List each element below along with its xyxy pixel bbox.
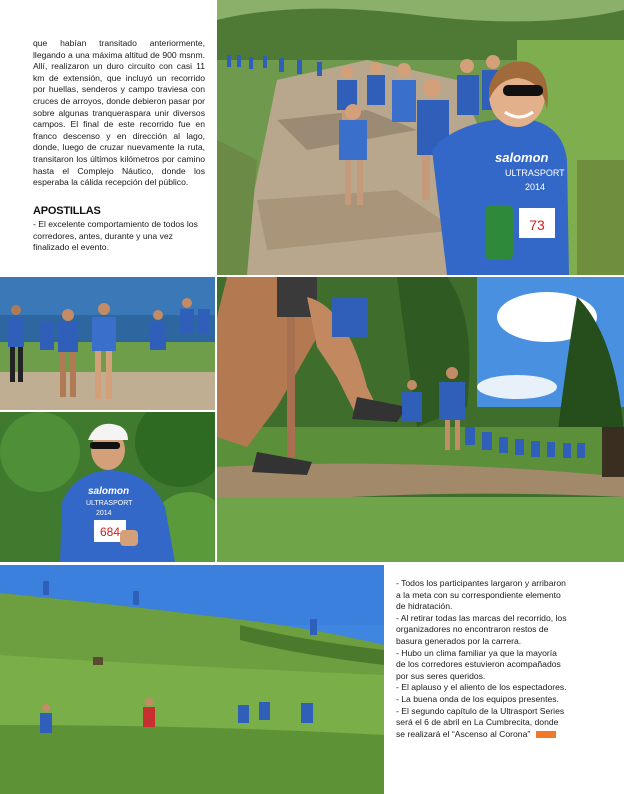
photo-group-by-lake xyxy=(0,277,215,410)
apostillas-heading: APOSTILLAS xyxy=(33,205,101,217)
article-end-mark xyxy=(536,731,556,738)
portrait-bib-number: 684 xyxy=(99,525,121,539)
top-shirt-brand: salomon xyxy=(495,150,549,165)
apostillas-item-7: - El segundo capítulo de la Ultrasport Series será el 6 de abril en La Cumbrecita, donde se realizará el “Ascenso al Corona” xyxy=(396,705,565,739)
apostillas-item-4: - Hubo un clima familiar ya que la mayoría de los corredores estuvieron acompañados por sus seres queridos. xyxy=(396,647,561,681)
portrait-shirt-event: ULTRASPORT xyxy=(86,500,133,507)
apostillas-item-3: - Al retirar todas las marcas del recorrido, los organizadores no encontraron restos de basura generados por la carrera. xyxy=(396,612,567,646)
apostillas-item-6: - La buena onda de los equipos presentes. xyxy=(396,693,559,704)
top-shirt-event: ULTRASPORT xyxy=(505,168,565,178)
article-paragraph-1: que habían transitado anteriormente, llegando a una máxima altitud de 900 msnm. Allí, realizaron un duro circuito con casi 11 km de extensión, que incluyó un recorrido por huellas, senderos y campo traviesa con cruces de arroyos, donde debieron pasar por sobre algunas tranqueraspara unir diversos campos. El final de este recorrido fue en franco descenso y en dirección al lago, donde, luego de cruzar nuevamente la ruta, transitaron los últimos kilómetros por camino hasta el Complejo Náutico, donde los esperaba la cálida recepción del público. xyxy=(33,38,205,188)
portrait-shirt-year: 2014 xyxy=(96,510,112,517)
apostillas-list xyxy=(396,578,568,740)
photo-runner-684-portrait xyxy=(0,412,215,562)
apostillas-item-5: - El aplauso y el aliento de los espectadores. xyxy=(396,682,567,693)
portrait-shirt-brand: salomon xyxy=(88,486,130,497)
apostillas-item-1: - El excelente comportamiento de todos los corredores, antes, durante y una vez finalizado el evento. xyxy=(33,219,198,253)
apostillas-item-2: - Todos los participantes largaron y arribaron a la meta con su correspondiente elemento de hidratación. xyxy=(396,578,566,612)
photo-runners-dirt-road xyxy=(217,0,624,275)
article-body-paragraph xyxy=(33,38,205,189)
top-bib-number: 73 xyxy=(529,217,545,233)
photo-hillside-climb xyxy=(0,565,384,794)
top-shirt-year: 2014 xyxy=(525,182,546,192)
photo-runners-low-angle xyxy=(217,277,624,562)
